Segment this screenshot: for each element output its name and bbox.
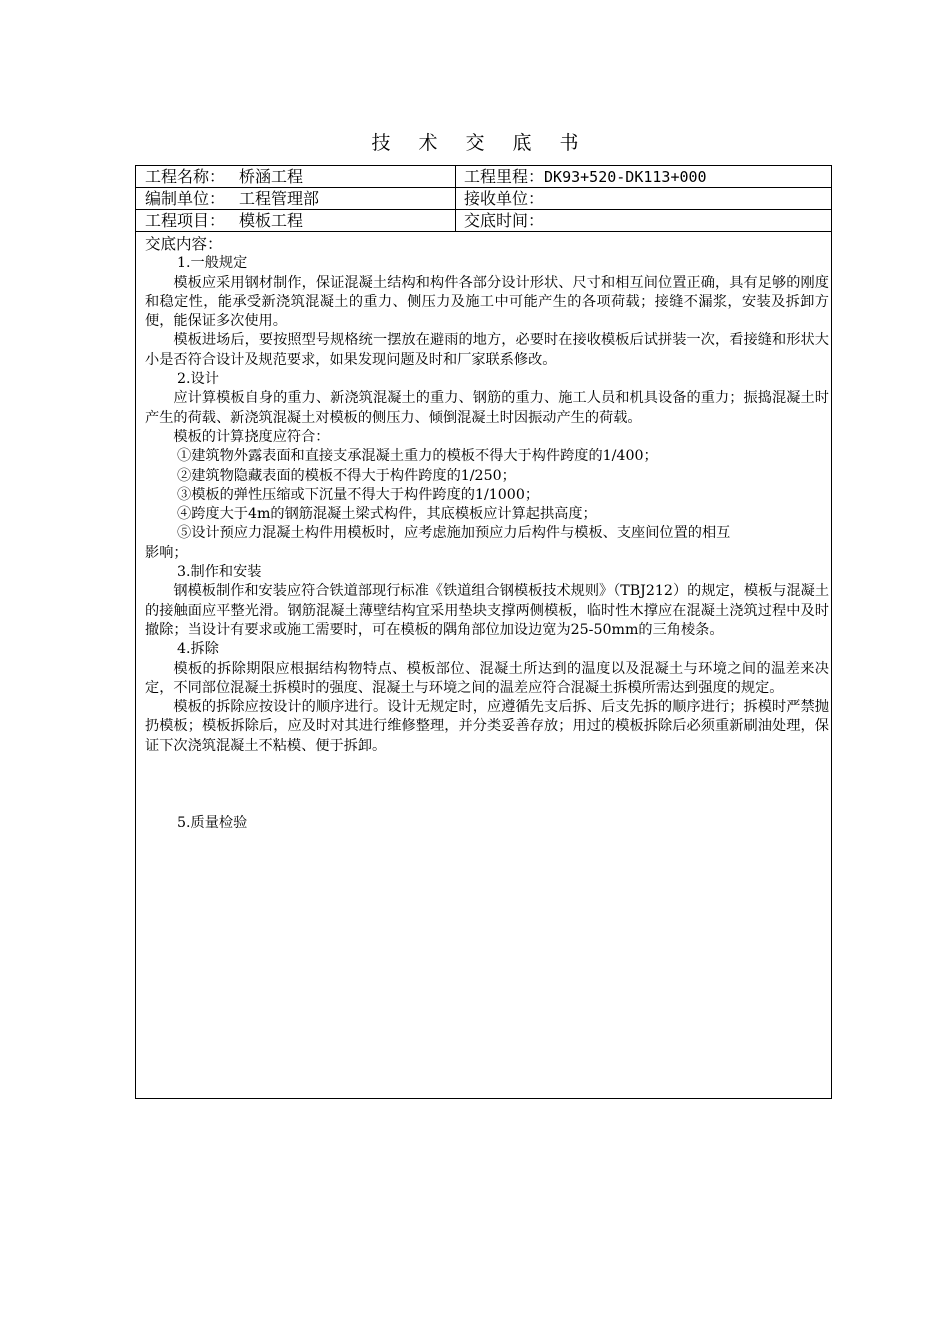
paragraph: 模板的拆除应按设计的顺序进行。设计无规定时，应遵循先支后拆、后支先拆的顺序进行；拆模时严禁抛扔模板；模板拆除后，应及时对其进行维修整理，并分类妥善存放；用过的模板拆除后必须重新刷油处理，保证下次浇筑混凝土不粘模、便于拆卸。 [145,699,829,754]
section-design: 2.设计 [177,371,219,388]
blank-space [145,756,829,814]
mileage-cell [455,166,834,187]
title-char: 书 [559,132,579,154]
list-item: ②建筑物隐藏表面的模板不得大于构件跨度的1/250； [177,467,516,484]
compiling-unit-value: 工程管理部 [239,189,320,208]
receiving-unit-label: 接收单位： [464,189,545,208]
list-item: ⑤设计预应力混凝土构件用模板时，应考虑施加预应力后构件与模板、支座间位置的相互 [177,525,731,542]
project-name-cell [145,166,445,187]
project-item-cell [145,210,445,231]
section-removal: 4.拆除 [177,641,219,658]
paragraph: 模板应采用钢材制作，保证混凝土结构和构件各部分设计形状、尺寸和相互间位置正确，具有足够的刚度和稳定性，能承受新浇筑混凝土的重力、侧压力及施工中可能产生的各项荷载；接缝不漏浆，安装及拆卸方便，能保证多次使用。 [145,274,829,330]
content-heading: 交底内容： [145,235,223,253]
mileage-value: DK93+520-DK113+000 [544,168,707,186]
mileage-label: 工程里程： [464,167,545,186]
section-fabrication: 3.制作和安装 [177,564,262,581]
project-name-label: 工程名称： [145,167,226,186]
list-item: ④跨度大于4m的钢筋混凝土梁式构件，其底模板应计算起拱高度； [177,506,597,523]
paragraph: 模板的拆除期限应根据结构物特点、模板部位、混凝土所达到的温度以及混凝土与环境之间的温差来决定，不同部位混凝土拆模时的强度、混凝土与环境之间的温差应符合混凝土拆模所需达到强度的规定。 [145,660,829,696]
document-title [0,128,950,155]
header-row-project-item [136,210,831,232]
list-item: ①建筑物外露表面和直接支承混凝土重力的模板不得大于构件跨度的1/400； [177,448,658,465]
disclosure-time-label: 交底时间： [464,211,545,230]
paragraph: 钢模板制作和安装应符合铁道部现行标准《铁道组合钢模板技术规则》（TBJ212）的规定，模板与混凝土的接触面应平整光滑。钢筋混凝土薄壁结构宜采用垫块支撑两侧模板，临时性木撑应在混凝土浇筑过程中及时撤除；当设计有要求或施工需要时，可在模板的隅角部位加设边宽为25-50mm的三角棱条。 [145,583,830,638]
project-item-value: 模板工程 [239,211,304,230]
title-char: 交 [465,132,485,154]
paragraph: 应计算模板自身的重力、新浇筑混凝土的重力、钢筋的重力、施工人员和机具设备的重力；振捣混凝土时产生的荷载、新浇筑混凝土对模板的侧压力、倾倒混凝土时因振动产生的荷载。 [145,390,829,426]
title-char: 底 [512,132,532,154]
list-item-continuation: 影响； [145,544,188,561]
title-char: 技 [371,132,391,154]
disclosure-content [145,235,829,833]
receiving-unit-cell [455,188,834,209]
compiling-unit-label: 编制单位： [145,189,226,208]
paragraph: 模板的计算挠度应符合： [173,428,330,445]
header-row-compiling-unit [136,188,831,210]
header-row-project-name [136,166,831,188]
section-general: 1.一般规定 [177,255,248,272]
compiling-unit-cell [145,188,445,209]
project-item-label: 工程项目： [145,211,226,230]
disclosure-time-cell [455,210,834,231]
project-name-value: 桥涵工程 [239,167,304,186]
title-char: 术 [418,132,438,154]
paragraph: 模板进场后，要按照型号规格统一摆放在避雨的地方，必要时在接收模板后试拼装一次，看接缝和形状大小是否符合设计及规范要求，如果发现问题及时和厂家联系修改。 [145,332,829,368]
section-quality: 5.质量检验 [177,815,248,832]
disclosure-table [135,165,832,1099]
list-item: ③模板的弹性压缩或下沉量不得大于构件跨度的1/1000； [177,486,540,503]
